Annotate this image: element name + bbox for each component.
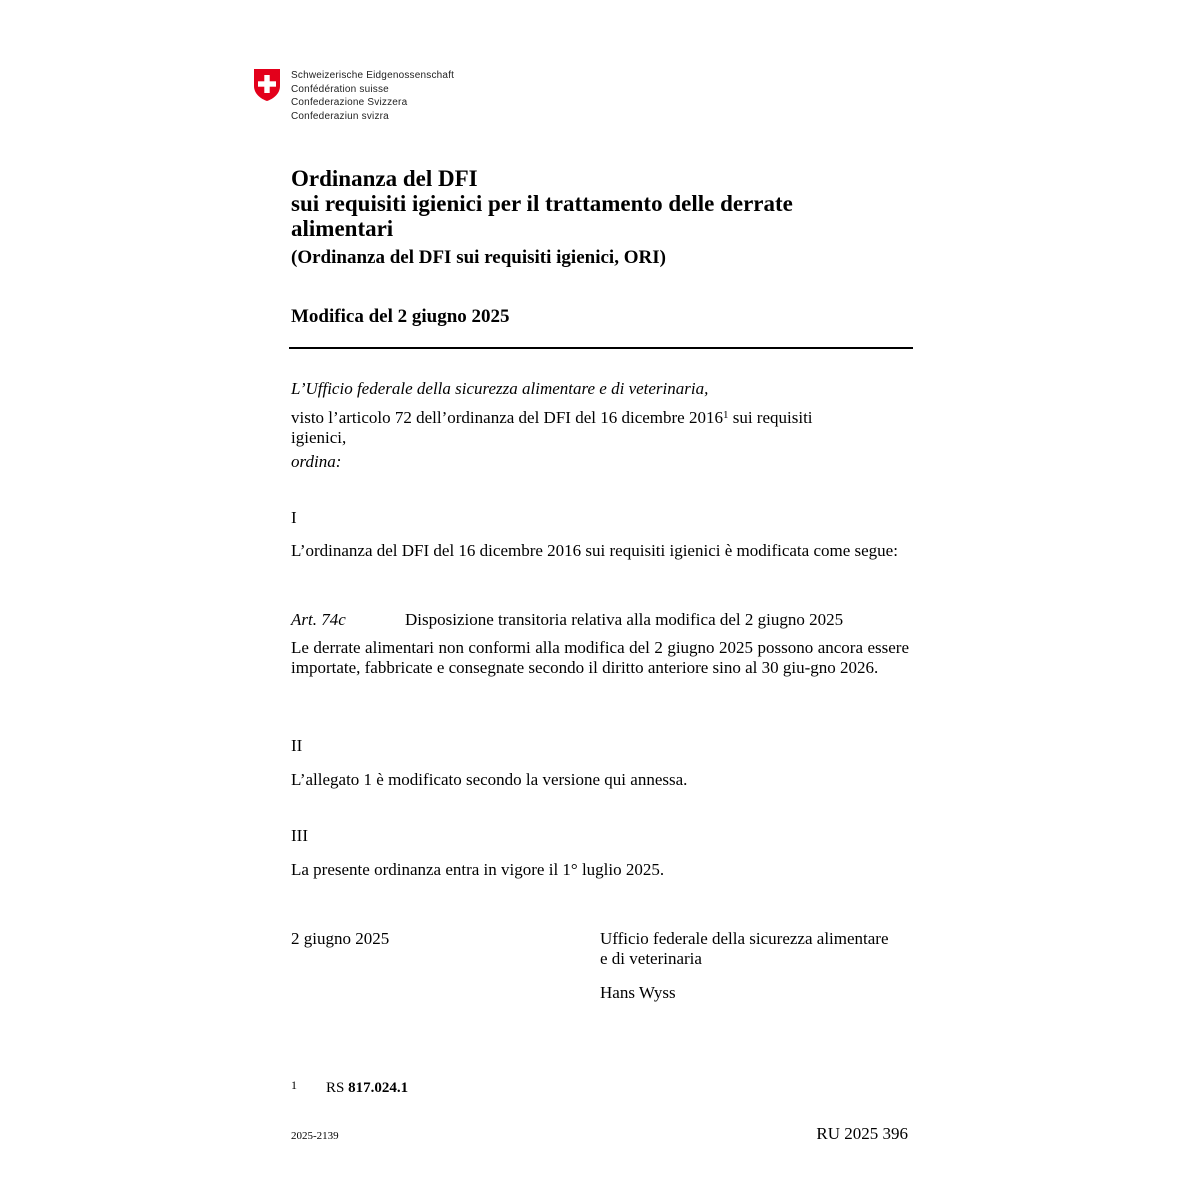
short-title: (Ordinanza del DFI sui requisiti igienici, ORI) — [291, 247, 666, 268]
section-ii-text: L’allegato 1 è modificato secondo la versione qui annessa. — [291, 770, 688, 789]
swiss-shield-icon — [253, 68, 281, 102]
document-number: 2025-2139 — [291, 1130, 339, 1142]
signatory-name: Hans Wyss — [600, 983, 676, 1002]
visto-text: visto l’articolo 72 dell’ordinanza del DFI del 16 dicembre 2016 — [291, 408, 723, 427]
title-divider — [289, 347, 913, 349]
visto-text-end: sui requisiti igienici, — [291, 408, 813, 447]
footnote-number: 1 — [291, 1078, 297, 1092]
title-line-1: Ordinanza del DFI — [291, 166, 478, 191]
title-line-3: alimentari — [291, 216, 394, 241]
title-line-2: sui requisiti igienici per il trattamento delle derrate — [291, 191, 793, 216]
wordmark-line-it: Confederazione Svizzera — [291, 97, 408, 108]
signature-office — [600, 929, 920, 969]
preamble-authority: L’Ufficio federale della sicurezza alimentare e di veterinaria, — [291, 379, 709, 398]
section-i-text: L’ordinanza del DFI del 16 dicembre 2016 sui requisiti igienici è modificata come segue: — [291, 541, 898, 560]
section-numeral-iii: III — [291, 826, 308, 845]
amendment-title: Modifica del 2 giugno 2025 — [291, 306, 510, 327]
office-line-1: Ufficio federale della sicurezza alimentare — [600, 929, 889, 948]
office-line-2: e di veterinaria — [600, 949, 702, 968]
footnote-text — [326, 1080, 408, 1097]
article-label: Art. 74c — [291, 610, 346, 629]
article-title: Disposizione transitoria relativa alla modifica del 2 giugno 2025 — [405, 610, 844, 629]
wordmark-line-fr: Confédération suisse — [291, 83, 389, 95]
section-numeral-ii: II — [291, 736, 303, 755]
footnote-prefix: RS — [326, 1080, 349, 1096]
footnote-ref[interactable]: 1 — [722, 409, 729, 421]
official-compilation-ref: RU 2025 396 — [816, 1124, 908, 1143]
section-numeral-i: I — [291, 508, 297, 527]
preamble-visto — [291, 405, 861, 448]
article-text: Le derrate alimentari non conformi alla modifica del 2 giugno 2025 possono ancora essere importate, fabbricate e consegnate secondo il diritto anteriore sino al 30 giu-gno 2026. — [291, 638, 909, 677]
confederation-wordmark — [291, 69, 454, 123]
wordmark-line-rm: Confederaziun svizra — [291, 110, 389, 122]
section-iii-text: La presente ordinanza entra in vigore il 1° luglio 2025. — [291, 860, 665, 879]
preamble-ordina: ordina: — [291, 452, 342, 471]
ordinance-title — [291, 166, 911, 241]
wordmark-line-de: Schweizerische Eidgenossenschaft — [291, 70, 455, 81]
footnote-ref-link[interactable]: 817.024.1 — [348, 1080, 409, 1096]
signature-date: 2 giugno 2025 — [291, 929, 390, 948]
